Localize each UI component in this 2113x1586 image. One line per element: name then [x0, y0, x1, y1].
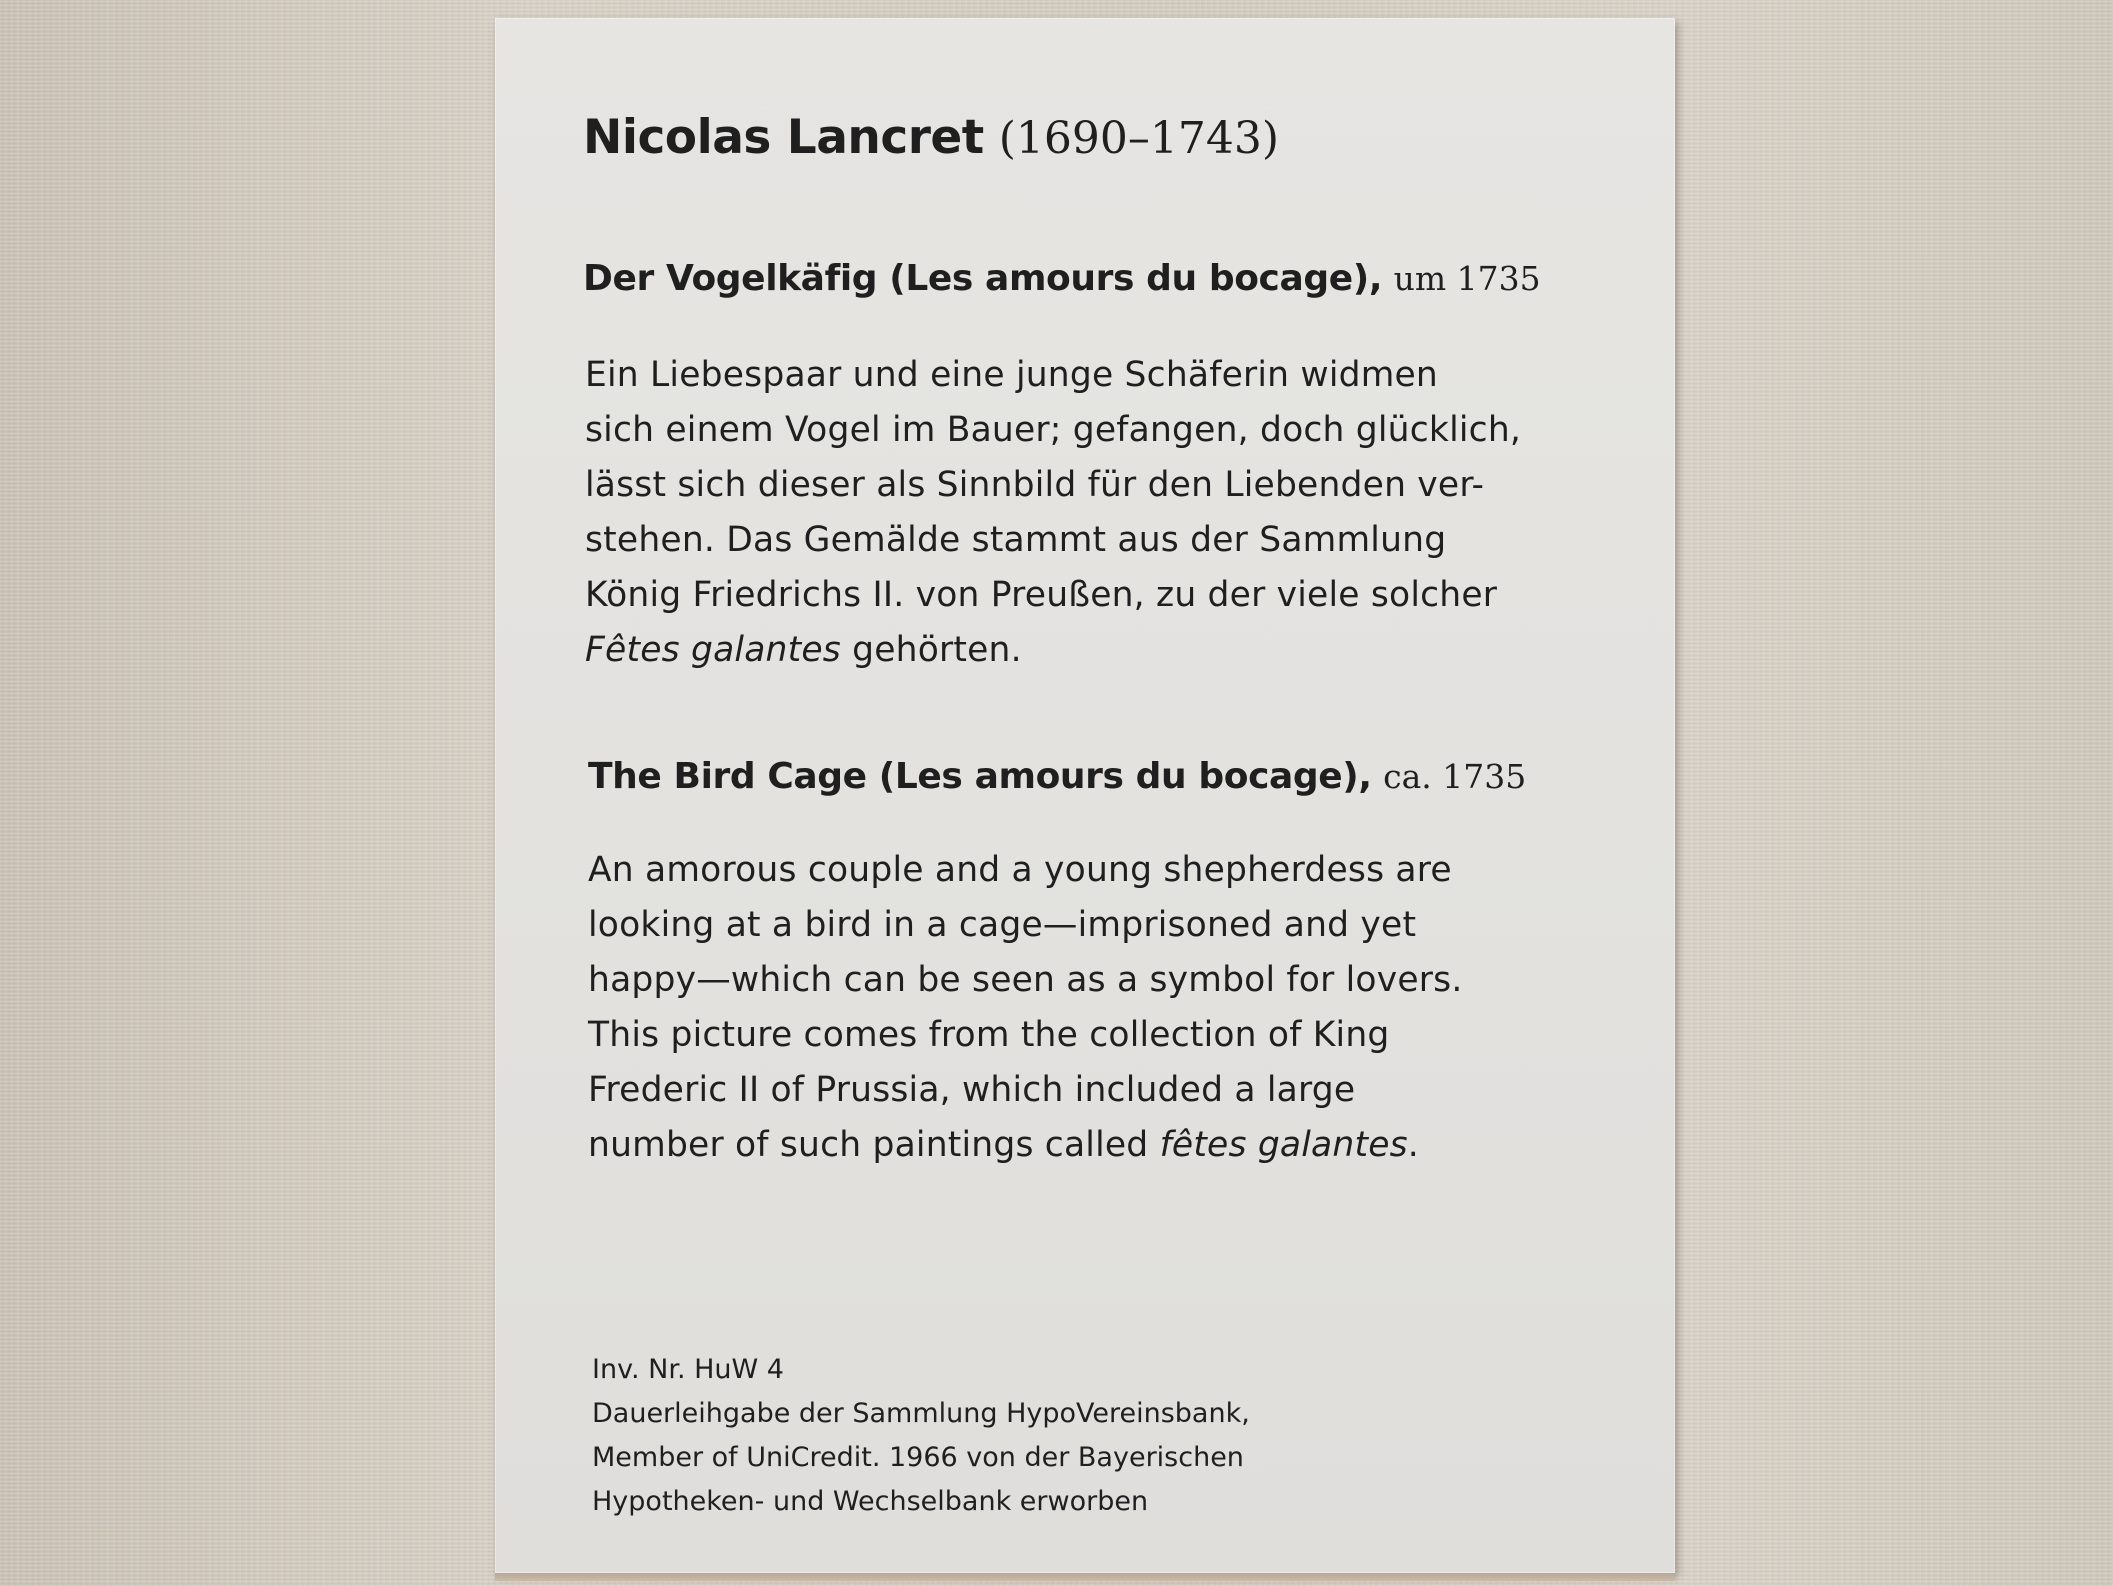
- provenance-line: Dauerleihgabe der Sammlung HypoVereinsbank,: [592, 1398, 1250, 1429]
- inventory-number: Inv. Nr. HuW 4: [592, 1354, 784, 1385]
- german-line: sich einem Vogel im Bauer; gefangen, doch glücklich,: [585, 410, 1522, 450]
- english-title-text: The Bird Cage (Les amours du bocage),: [588, 756, 1372, 797]
- german-title-text: Der Vogelkäfig (Les amours du bocage),: [583, 258, 1383, 299]
- provenance-line: Member of UniCredit. 1966 von der Bayerischen: [592, 1442, 1244, 1473]
- english-line: This picture comes from the collection of King: [588, 1015, 1390, 1055]
- artist-dates: (1690–1743): [998, 113, 1280, 164]
- english-title-date: ca. 1735: [1383, 757, 1527, 796]
- german-line: lässt sich dieser als Sinnbild für den Liebenden ver-: [585, 465, 1485, 505]
- german-line: König Friedrichs II. von Preußen, zu der viele solcher: [585, 575, 1498, 615]
- english-description: [588, 843, 1463, 1173]
- german-title: [583, 258, 1541, 299]
- card-bottom-edge: [495, 1573, 1675, 1581]
- german-description: [585, 348, 1521, 678]
- german-last-line: [585, 623, 1521, 678]
- english-italic-term: fêtes galantes: [1159, 1125, 1408, 1165]
- english-last-line: [588, 1118, 1463, 1173]
- english-line: An amorous couple and a young shepherdess are: [588, 850, 1452, 890]
- german-italic-term: Fêtes galantes: [585, 630, 841, 670]
- german-title-date: um 1735: [1393, 259, 1541, 298]
- english-line: looking at a bird in a cage—imprisoned and yet: [588, 905, 1417, 945]
- english-last-line-start: number of such paintings called: [588, 1125, 1160, 1165]
- german-line: Ein Liebespaar und eine junge Schäferin widmen: [585, 355, 1439, 395]
- english-title: [588, 756, 1526, 797]
- german-last-line-rest: gehörten.: [840, 630, 1022, 670]
- artist-name: Nicolas Lancret: [583, 110, 984, 165]
- english-last-line-end: .: [1407, 1125, 1419, 1165]
- artist-heading: [583, 110, 1279, 165]
- english-line: happy—which can be seen as a symbol for lovers.: [588, 960, 1463, 1000]
- provenance-footer: [592, 1348, 1250, 1524]
- museum-label-card: [495, 18, 1675, 1573]
- english-line: Frederic II of Prussia, which included a large: [588, 1070, 1356, 1110]
- german-line: stehen. Das Gemälde stammt aus der Sammlung: [585, 520, 1447, 560]
- provenance-line: Hypotheken- und Wechselbank erworben: [592, 1486, 1149, 1517]
